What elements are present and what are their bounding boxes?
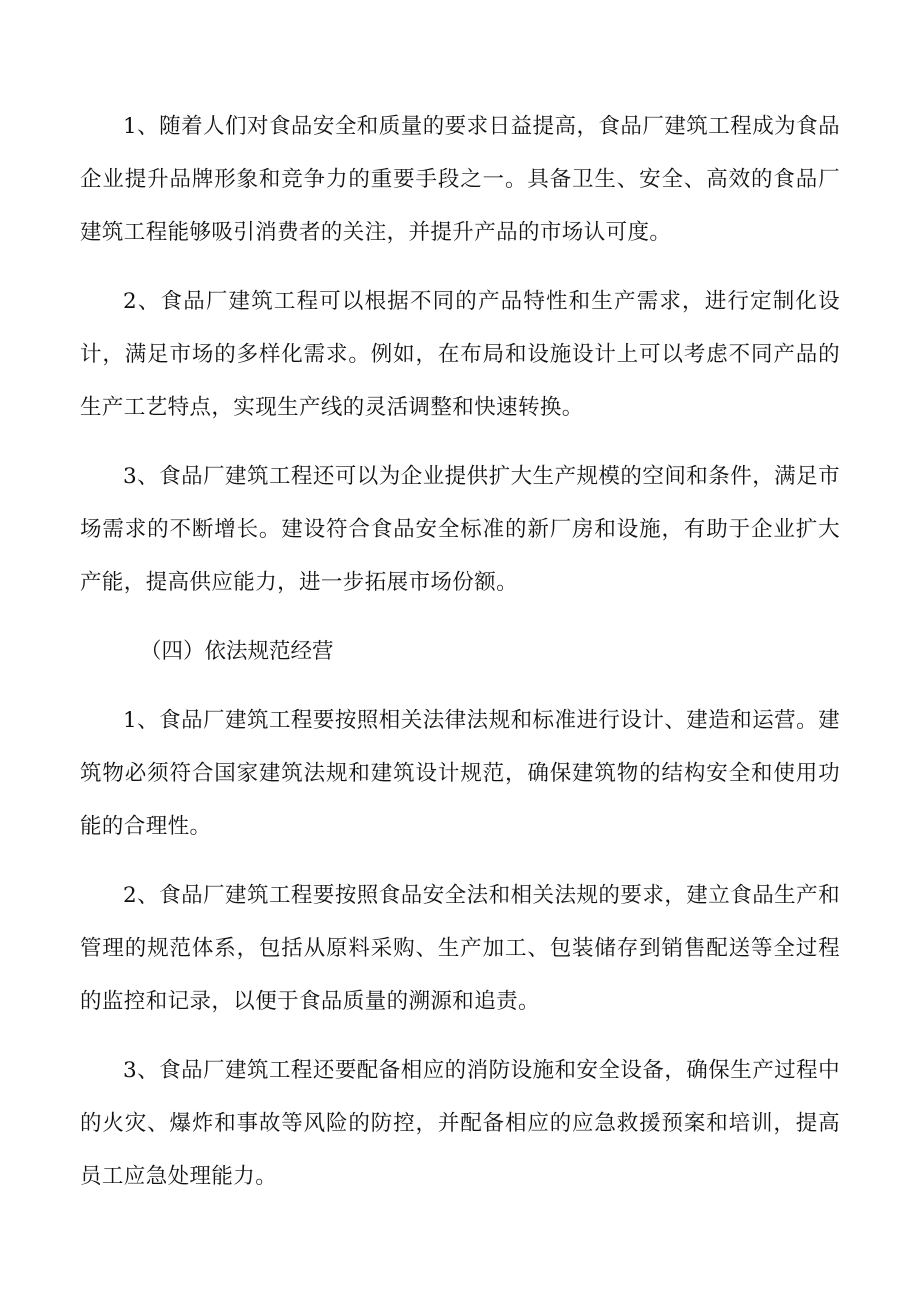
paragraph-legal-2: 2、食品厂建筑工程要按照食品安全法和相关法规的要求，建立食品生产和管理的规范体系，包括从原料采购、生产加工、包装储存到销售配送等全过程的监控和记录，以便于食品质量的溯源和追责。	[80, 883, 840, 1014]
section-heading: （四）依法规范经营	[140, 639, 334, 664]
paragraph-legal-1: 1、食品厂建筑工程要按照相关法律法规和标准进行设计、建造和运营。建筑物必须符合国家建筑法规和建筑设计规范，确保建筑物的结构安全和使用功能的合理性。	[80, 708, 840, 839]
paragraph-legal-3: 3、食品厂建筑工程还要配备相应的消防设施和安全设备，确保生产过程中的火灾、爆炸和事故等风险的防控，并配备相应的应急救援预案和培训，提高员工应急处理能力。	[80, 1058, 840, 1189]
document-body	[80, 100, 840, 1219]
paragraph-market-3: 3、食品厂建筑工程还可以为企业提供扩大生产规模的空间和条件，满足市场需求的不断增长。建设符合食品安全标准的新厂房和设施，有助于企业扩大产能，提高供应能力，进一步拓展市场份额。	[80, 464, 840, 595]
paragraph-market-1: 1、随着人们对食品安全和质量的要求日益提高，食品厂建筑工程成为食品企业提升品牌形象和竞争力的重要手段之一。具备卫生、安全、高效的食品厂建筑工程能够吸引消费者的关注，并提升产品的市场认可度。	[80, 114, 840, 245]
paragraph-market-2: 2、食品厂建筑工程可以根据不同的产品特性和生产需求，进行定制化设计，满足市场的多样化需求。例如，在布局和设施设计上可以考虑不同产品的生产工艺特点，实现生产线的灵活调整和快速转换。	[80, 289, 840, 420]
